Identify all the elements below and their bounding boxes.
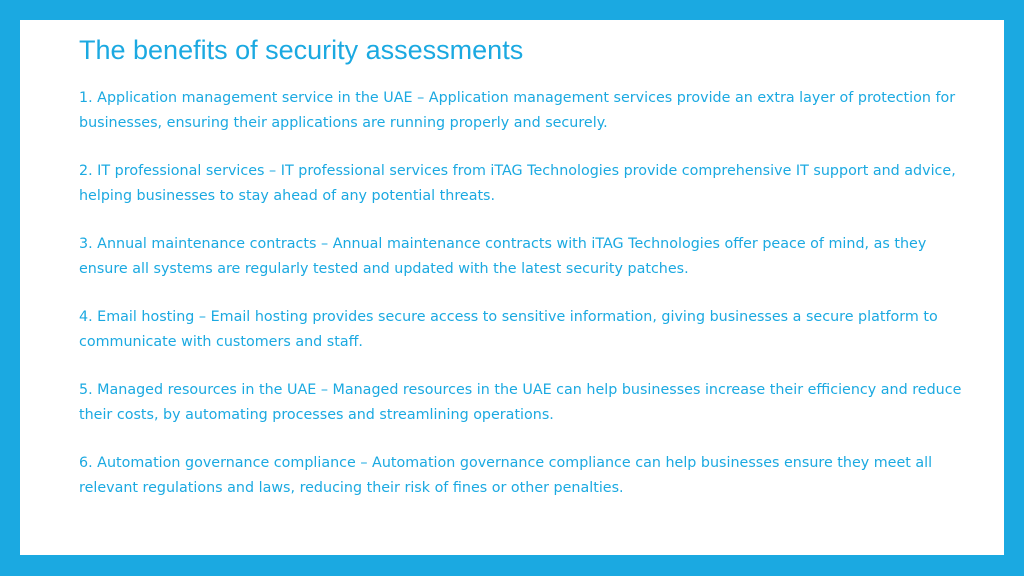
benefit-item-3: 3. Annual maintenance contracts – Annual maintenance contracts with iTAG Technologies offer peace of mind, as they ensure all systems are regularly tested and updated with the latest security patches. <box>79 236 927 277</box>
slide-title: The benefits of security assessments <box>79 35 524 65</box>
benefit-item-6: 6. Automation governance compliance – Automation governance compliance can help businesses ensure they meet all relevant regulations and laws, reducing their risk of fines or other penalties. <box>79 455 933 496</box>
benefits-list <box>79 86 979 524</box>
benefit-item-5: 5. Managed resources in the UAE – Managed resources in the UAE can help businesses increase their efficiency and reduce their costs, by automating processes and streamlining operations. <box>79 382 962 423</box>
slide <box>20 20 1004 555</box>
benefit-item-2: 2. IT professional services – IT professional services from iTAG Technologies provide comprehensive IT support and advice, helping businesses to stay ahead of any potential threats. <box>79 163 956 204</box>
benefit-item-1: 1. Application management service in the UAE – Application management services provide an extra layer of protection for businesses, ensuring their applications are running properly and securely. <box>79 90 956 131</box>
benefit-item-4: 4. Email hosting – Email hosting provides secure access to sensitive information, giving businesses a secure platform to communicate with customers and staff. <box>79 309 938 350</box>
